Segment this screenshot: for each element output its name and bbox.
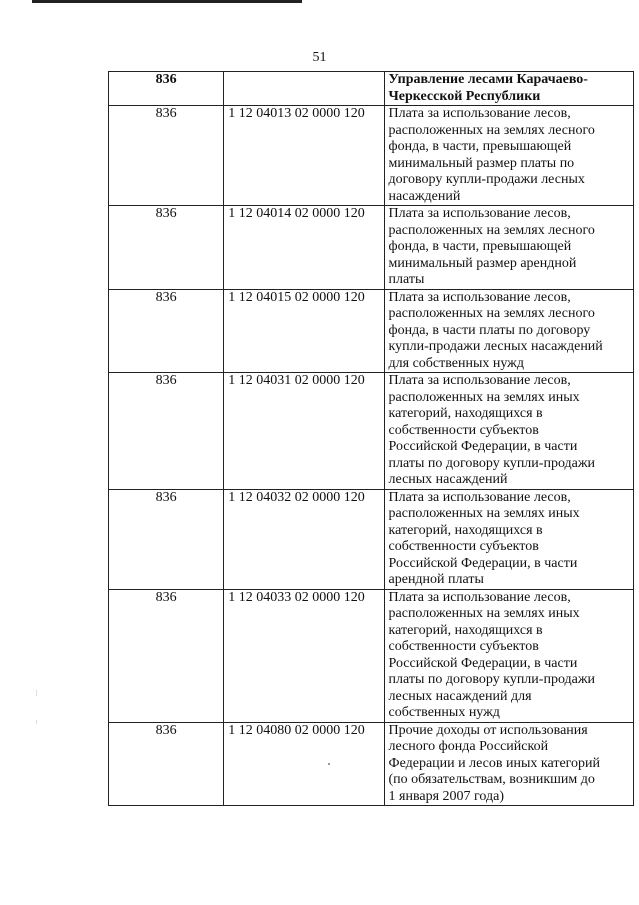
admin-code-cell: 836 xyxy=(109,289,224,373)
header-name-line: Управление лесами Карачаево- xyxy=(388,72,588,87)
revenue-name-line: платы xyxy=(388,272,425,287)
revenue-name-line: Плата за использование лесов, xyxy=(388,373,571,388)
revenue-name-line: расположенных на землях лесного xyxy=(388,306,595,321)
kbk-code-cell: 1 12 04015 02 0000 120 xyxy=(224,289,384,373)
table-row xyxy=(109,289,634,373)
revenue-codes-table xyxy=(108,71,634,806)
revenue-name-line: расположенных на землях иных xyxy=(388,389,580,405)
revenue-name-line: купли-продажи лесных насаждений xyxy=(388,339,603,354)
table-row xyxy=(109,106,634,206)
revenue-name-line: категорий, находящихся в xyxy=(388,622,543,638)
revenue-name-line: расположенных на землях иных xyxy=(388,606,580,621)
revenue-name-line: Плата за использование лесов, xyxy=(388,489,571,505)
revenue-name-line: минимальный размер платы по xyxy=(388,155,575,171)
revenue-name-line: фонда, в части, превышающей xyxy=(388,239,572,254)
kbk-code-cell: 1 12 04033 02 0000 120 xyxy=(224,589,384,722)
revenue-name-line: расположенных на землях лесного xyxy=(388,222,595,238)
table-row xyxy=(109,589,634,722)
revenue-name-line: 1 января 2007 года) xyxy=(388,788,505,804)
revenue-name-line: Плата за использование лесов, xyxy=(388,206,571,221)
revenue-name-line: Плата за использование лесов, xyxy=(388,589,571,605)
top-rule xyxy=(32,0,302,3)
scan-speck xyxy=(36,690,37,696)
revenue-name-line: лесных насаждений для xyxy=(388,688,532,704)
header-admin-name xyxy=(384,72,633,106)
revenue-name-line: Прочие доходы от использования xyxy=(388,722,588,738)
table-row xyxy=(109,206,634,290)
header-admin-code: 836 xyxy=(109,72,224,106)
admin-code-cell: 836 xyxy=(109,106,224,206)
revenue-name-line: (по обязательствам, возникшим до xyxy=(388,772,595,787)
revenue-name-line: Плата за использование лесов, xyxy=(388,106,571,121)
table-header-row xyxy=(109,72,634,106)
revenue-name-line: фонда, в части платы по договору xyxy=(388,322,591,338)
kbk-code-cell: 1 12 04031 02 0000 120 xyxy=(224,373,384,490)
revenue-name-line: арендной платы xyxy=(388,572,484,587)
header-kbk-cell xyxy=(224,72,384,106)
revenue-name-line: Российской Федерации, в части xyxy=(388,555,578,571)
revenue-name-line: категорий, находящихся в xyxy=(388,522,543,538)
revenue-name-line: минимальный размер арендной xyxy=(388,255,577,271)
admin-code-cell: 836 xyxy=(109,206,224,290)
revenue-name-line: платы по договору купли-продажи xyxy=(388,455,596,471)
revenue-name-line: собственности субъектов xyxy=(388,539,539,554)
revenue-name-line: расположенных на землях лесного xyxy=(388,122,595,138)
revenue-name-line: собственности субъектов xyxy=(388,422,539,438)
table-row xyxy=(109,373,634,490)
revenue-name-line: собственности субъектов xyxy=(388,639,539,654)
revenue-name-cell xyxy=(384,206,633,290)
revenue-name-cell xyxy=(384,722,633,806)
revenue-name-line: для собственных нужд xyxy=(388,355,524,371)
admin-code-cell: 836 xyxy=(109,589,224,722)
revenue-name-cell xyxy=(384,106,633,206)
kbk-code-cell: 1 12 04080 02 0000 120 xyxy=(224,722,384,806)
scan-speck xyxy=(36,720,37,724)
header-name-line: Черкесской Республики xyxy=(388,88,541,104)
admin-code-cell: 836 xyxy=(109,722,224,806)
kbk-code-cell: 1 12 04014 02 0000 120 xyxy=(224,206,384,290)
revenue-name-line: собственных нужд xyxy=(388,705,500,720)
revenue-name-cell xyxy=(384,289,633,373)
revenue-name-cell xyxy=(384,489,633,589)
revenue-name-cell xyxy=(384,373,633,490)
revenue-name-line: категорий, находящихся в xyxy=(388,406,543,421)
revenue-name-line: фонда, в части, превышающей xyxy=(388,139,572,154)
revenue-name-line: Российской Федерации, в части xyxy=(388,655,578,671)
revenue-name-line: договору купли-продажи лесных xyxy=(388,172,585,187)
table-row xyxy=(109,489,634,589)
revenue-name-line: Федерации и лесов иных категорий xyxy=(388,755,601,771)
revenue-name-line: насаждений xyxy=(388,188,461,204)
revenue-name-line: лесного фонда Российской xyxy=(388,739,549,754)
revenue-name-line: Плата за использование лесов, xyxy=(388,289,571,305)
revenue-name-line: расположенных на землях иных xyxy=(388,506,580,521)
scan-speck xyxy=(328,763,330,765)
kbk-code-cell: 1 12 04013 02 0000 120 xyxy=(224,106,384,206)
revenue-name-line: лесных насаждений xyxy=(388,472,508,487)
kbk-code-cell: 1 12 04032 02 0000 120 xyxy=(224,489,384,589)
revenue-name-line: Российской Федерации, в части xyxy=(388,439,578,454)
revenue-name-line: платы по договору купли-продажи xyxy=(388,672,596,687)
admin-code-cell: 836 xyxy=(109,489,224,589)
admin-code-cell: 836 xyxy=(109,373,224,490)
revenue-name-cell xyxy=(384,589,633,722)
page-number: 51 xyxy=(312,50,327,65)
table-row xyxy=(109,722,634,806)
